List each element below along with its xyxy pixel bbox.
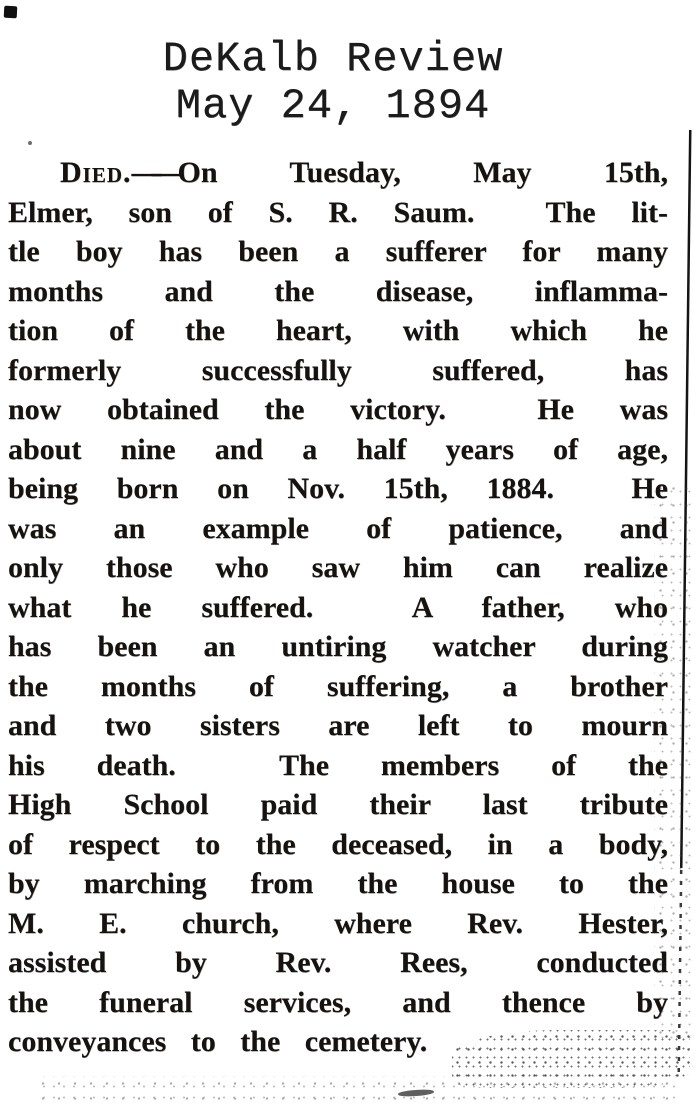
article-line: conveyances to the cemetery.: [8, 1025, 428, 1058]
newspaper-title: DeKalb Review: [162, 35, 504, 83]
article-line: about nine and a half years of age,: [8, 432, 668, 466]
article-line: High School paid their last tribute: [8, 788, 668, 821]
article-line: by marching from the house to the: [8, 867, 668, 900]
article-line: of respect to the deceased, in a body,: [8, 827, 668, 861]
article-line: tion of the heart, with which he: [8, 314, 668, 347]
article-line: the months of suffering, a brother: [8, 669, 668, 703]
article-line: M. E. church, where Rev. Hester,: [8, 906, 668, 940]
ink-blot: [4, 6, 18, 19]
article-line: his death. The members of the: [8, 748, 668, 782]
masthead: [0, 36, 683, 130]
article-line: the funeral services, and thence by: [8, 985, 668, 1019]
article-line: Elmer, son of S. R. Saum. The lit-: [8, 195, 668, 229]
article-line: now obtained the victory. He was: [8, 393, 668, 426]
article-line: has been an untiring watcher during: [8, 630, 668, 663]
article-line: months and the disease, inflamma-: [8, 274, 668, 308]
died-lead-word: Died.: [60, 156, 132, 189]
obituary-article: [8, 153, 668, 1062]
article-line: tle boy has been a sufferer for many: [8, 235, 668, 268]
article-line: was an example of patience, and: [8, 511, 668, 545]
article-line: what he suffered. A father, who: [8, 590, 668, 624]
scan-noise-margin: [654, 480, 696, 1040]
article-line: assisted by Rev. Rees, conducted: [8, 946, 668, 979]
issue-date: May 24, 1894: [175, 82, 491, 130]
article-line: formerly successfully suffered, has: [8, 353, 668, 387]
scan-dot: [28, 141, 32, 145]
em-dash: ——: [131, 156, 172, 189]
scan-noise-band: [35, 1076, 675, 1102]
article-line: Died.—— On Tuesday, May 15th,: [60, 156, 668, 189]
article-line: being born on Nov. 15th, 1884. He: [8, 472, 668, 505]
article-line: only those who saw him can realize: [8, 551, 668, 584]
article-line: and two sisters are left to mourn: [8, 709, 668, 742]
